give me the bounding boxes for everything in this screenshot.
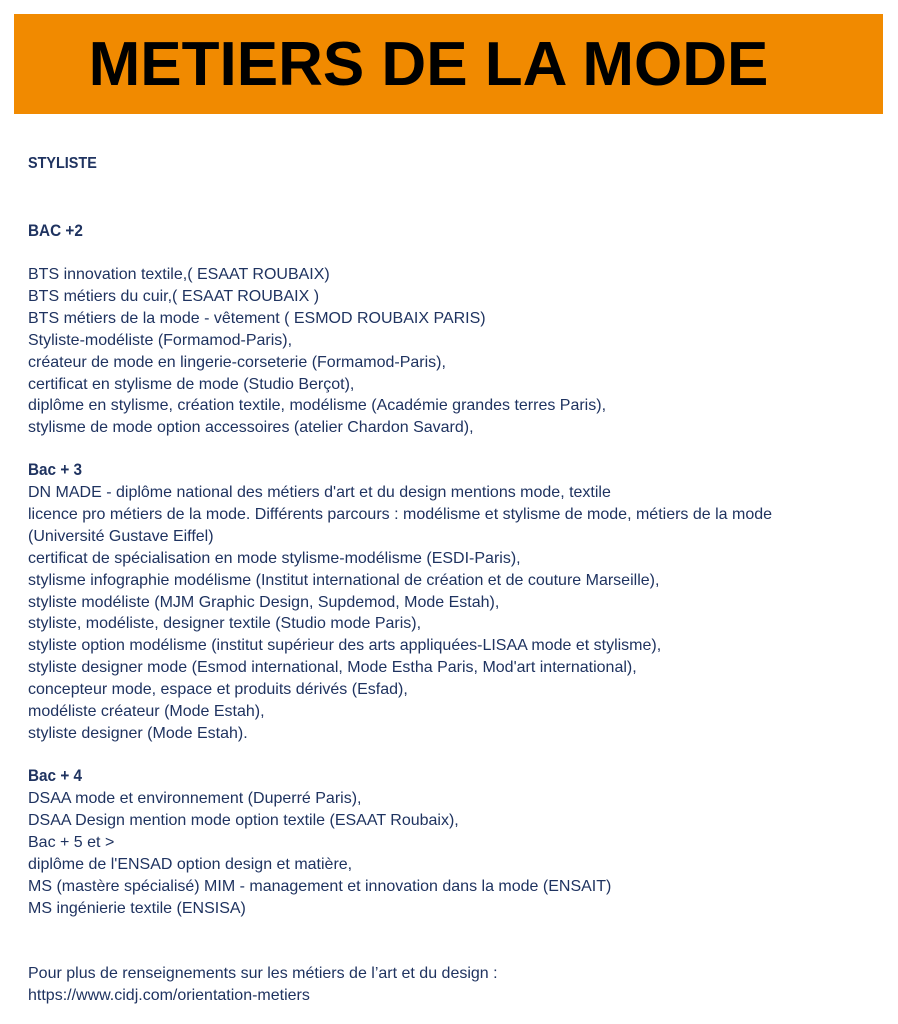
list-item: MS (mastère spécialisé) MIM - management et innovation dans la mode (ENSAIT) (28, 877, 612, 895)
list-item: MS ingénierie textile (ENSISA) (28, 899, 246, 917)
list-item: Bac + 5 et > (28, 833, 115, 851)
list-bac2 (28, 264, 606, 439)
heading-bac4: Bac + 4 (28, 766, 83, 785)
list-item: stylisme de mode option accessoires (atelier Chardon Savard), (28, 419, 474, 437)
list-item: certificat en stylisme de mode (Studio Berçot), (28, 375, 355, 393)
footer-info (28, 963, 498, 1007)
list-item: diplôme de l'ENSAD option design et matière, (28, 855, 353, 873)
heading-bac3: Bac + 3 (28, 460, 83, 479)
title-banner (14, 14, 883, 114)
list-item: styliste, modéliste, designer textile (Studio mode Paris), (28, 615, 422, 633)
list-item: DN MADE - diplôme national des métiers d'art et du design mentions mode, textile (28, 484, 611, 501)
list-item: certificat de spécialisation en mode stylisme-modélisme (ESDI-Paris), (28, 549, 521, 567)
list-item: modéliste créateur (Mode Estah), (28, 703, 265, 721)
list-item: DSAA mode et environnement (Duperré Paris), (28, 790, 362, 807)
footer-text: Pour plus de renseignements sur les métiers de l’art et du design : (28, 965, 498, 982)
section-title-styliste: STYLISTE (28, 155, 97, 172)
list-item: DSAA Design mention mode option textile (ESAAT Roubaix), (28, 811, 459, 829)
footer-link[interactable]: https://www.cidj.com/orientation-metiers (28, 986, 310, 1004)
list-item: BTS métiers de la mode - vêtement ( ESMOD ROUBAIX PARIS) (28, 309, 486, 327)
list-item: (Université Gustave Eiffel) (28, 527, 214, 545)
heading-bac2: BAC +2 (28, 221, 83, 240)
list-item: BTS innovation textile,( ESAAT ROUBAIX) (28, 266, 330, 283)
list-bac3 (28, 482, 772, 745)
page-title: METIERS DE LA MODE (88, 29, 769, 99)
list-bac4 (28, 788, 611, 919)
list-item: stylisme infographie modélisme (Institut international de création et de couture Marseille), (28, 571, 660, 589)
list-item: licence pro métiers de la mode. Différents parcours : modélisme et stylisme de mode, métiers de la mode (28, 505, 773, 523)
list-item: styliste option modélisme (institut supérieur des arts appliquées-LISAA mode et stylisme), (28, 637, 662, 655)
list-item: styliste designer (Mode Estah). (28, 724, 248, 742)
list-item: styliste designer mode (Esmod international, Mode Estha Paris, Mod'art international), (28, 659, 637, 677)
list-item: diplôme en stylisme, création textile, modélisme (Académie grandes terres Paris), (28, 397, 607, 415)
list-item: styliste modéliste (MJM Graphic Design, Supdemod, Mode Estah), (28, 593, 500, 611)
list-item: créateur de mode en lingerie-corseterie (Formamod-Paris), (28, 353, 446, 371)
list-item: concepteur mode, espace et produits dérivés (Esfad), (28, 681, 408, 699)
list-item: Styliste-modéliste (Formamod-Paris), (28, 331, 293, 349)
list-item: BTS métiers du cuir,( ESAAT ROUBAIX ) (28, 287, 320, 305)
